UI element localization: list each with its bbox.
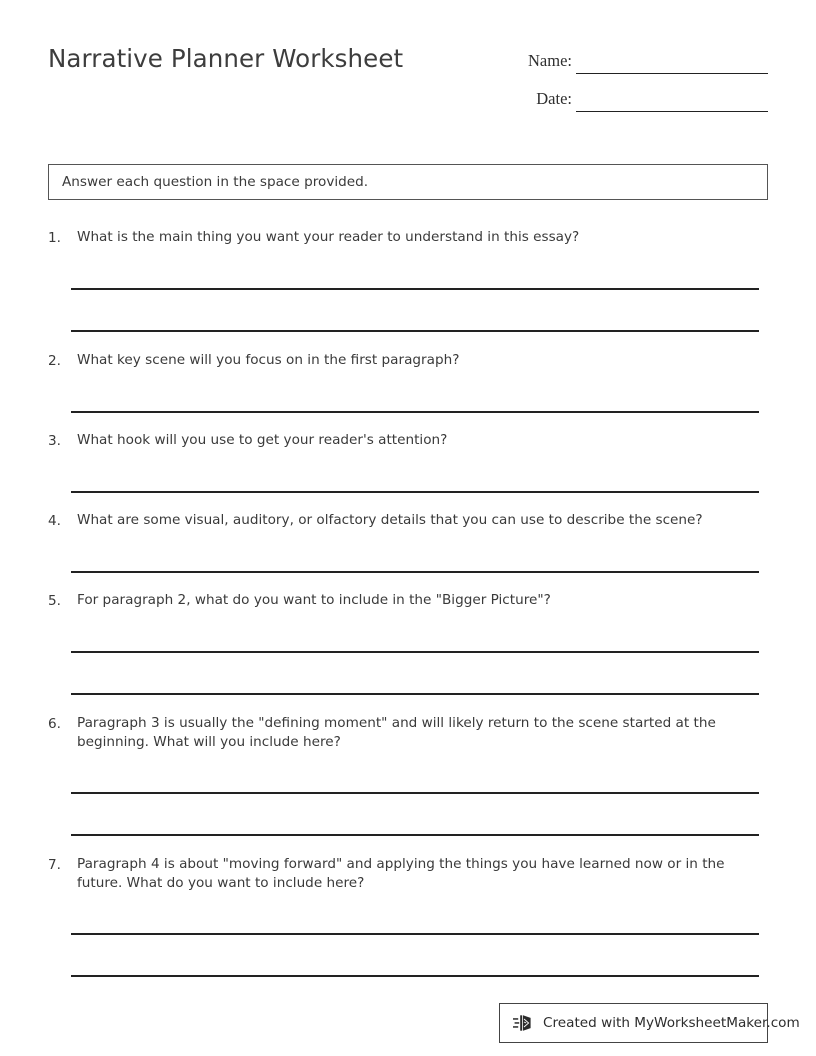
date-field-input[interactable] (576, 111, 768, 112)
question-number: 7. (48, 857, 61, 873)
question-text: What key scene will you focus on in the first paragraph? (77, 352, 460, 368)
question-number: 3. (48, 433, 61, 449)
worksheet-maker-logo-icon (512, 1011, 536, 1035)
answer-area[interactable] (48, 752, 768, 836)
question-item (48, 351, 768, 413)
question-item (48, 228, 768, 332)
question-item (48, 431, 768, 493)
name-field-input[interactable] (576, 73, 768, 74)
question-item (48, 511, 768, 573)
answer-line[interactable] (71, 893, 768, 935)
answer-area[interactable] (48, 371, 768, 413)
answer-line[interactable] (71, 935, 768, 977)
question-header (48, 511, 768, 531)
answer-line[interactable] (71, 611, 768, 653)
answer-line[interactable] (71, 290, 768, 332)
questions-list (48, 228, 768, 977)
date-field-label: Date: (536, 89, 572, 108)
directions-text: Answer each question in the space provided. (62, 174, 369, 190)
answer-area[interactable] (48, 248, 768, 332)
page-title: Narrative Planner Worksheet (48, 44, 404, 73)
question-item (48, 714, 768, 836)
answer-line[interactable] (71, 531, 768, 573)
name-field-row (516, 48, 768, 86)
name-field-label: Name: (528, 51, 572, 70)
footer-badge-text: Created with MyWorksheetMaker.com (543, 1015, 800, 1031)
question-text: What is the main thing you want your reader to understand in this essay? (77, 229, 580, 245)
answer-line[interactable] (71, 752, 768, 794)
answer-area[interactable] (48, 893, 768, 977)
question-number: 1. (48, 230, 61, 246)
date-field-row (516, 86, 768, 124)
worksheet-header (48, 44, 768, 124)
answer-line[interactable] (71, 248, 768, 290)
question-text: What are some visual, auditory, or olfactory details that you can use to describe the scene? (77, 512, 703, 528)
answer-line[interactable] (71, 794, 768, 836)
answer-line[interactable] (71, 371, 768, 413)
answer-area[interactable] (48, 531, 768, 573)
answer-line[interactable] (71, 451, 768, 493)
question-header (48, 855, 768, 893)
question-text: What hook will you use to get your reader's attention? (77, 432, 448, 448)
directions-box (48, 164, 768, 200)
question-text: For paragraph 2, what do you want to include in the "Bigger Picture"? (77, 592, 551, 608)
question-header (48, 591, 768, 611)
question-header (48, 714, 768, 752)
answer-area[interactable] (48, 611, 768, 695)
question-header (48, 431, 768, 451)
question-number: 5. (48, 593, 61, 609)
question-item (48, 591, 768, 695)
question-header (48, 351, 768, 371)
answer-area[interactable] (48, 451, 768, 493)
question-number: 4. (48, 513, 61, 529)
question-number: 2. (48, 353, 61, 369)
footer-badge[interactable] (499, 1003, 800, 1043)
question-item (48, 855, 768, 977)
question-number: 6. (48, 716, 61, 732)
answer-line[interactable] (71, 653, 768, 695)
question-text: Paragraph 3 is usually the "defining moment" and will likely return to the scene started at the beginning. What will you include here? (77, 715, 716, 750)
student-info-block (516, 48, 768, 124)
question-header (48, 228, 768, 248)
question-text: Paragraph 4 is about "moving forward" and applying the things you have learned now or in the future. What do you want to include here? (77, 856, 725, 891)
